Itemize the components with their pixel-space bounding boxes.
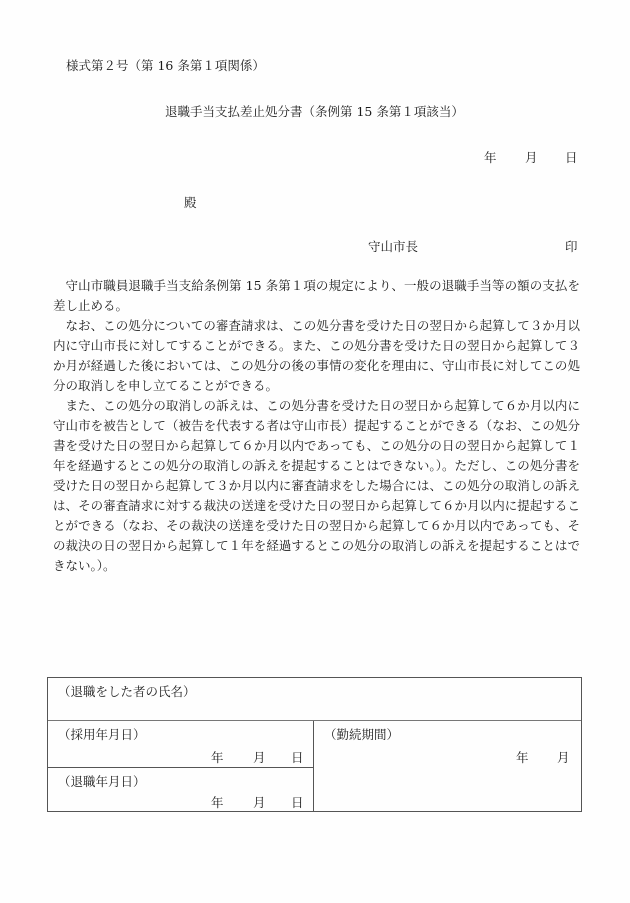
- service-period-cell[interactable]: [314, 721, 581, 811]
- retirement-month-label: 月: [253, 795, 266, 810]
- date-month-label: 月: [525, 150, 538, 165]
- service-period-label: （勤続期間）: [324, 727, 400, 742]
- date-day-label: 日: [565, 150, 578, 165]
- retiree-name-cell[interactable]: [48, 678, 581, 721]
- retiree-name-label: （退職をした者の氏名）: [58, 684, 196, 699]
- retirement-year-label: 年: [211, 795, 224, 810]
- body-text: [53, 276, 580, 576]
- body-paragraph: なお、この処分についての審査請求は、この処分書を受けた日の翌日から起算して３か月以内に守山市長に対してすることができる。また、この処分書を受けた日の翌日から起算して３か月が経過した後においては、この処分の後の事情の変化を理由に、守山市長に対してこの処分の取消しを申し立てることができる。: [53, 318, 580, 393]
- service-year-label: 年: [516, 750, 529, 765]
- document-title: 退職手当支払差止処分書（条例第 15 条第１項該当）: [165, 104, 464, 119]
- body-paragraph: また、この処分の取消しの訴えは、この処分書を受けた日の翌日から起算して６か月以内に守山市を被告として（被告を代表する者は守山市長）提起することができる（なお、この処分書を受けた日の翌日から起算して６か月以内であっても、この処分の日の翌日から起算して１年を経過するとこの処分の取消しの訴えを提起することはできない。）。ただし、この処分書を受けた日の翌日から起算して３か月以内に審査請求をした場合には、この処分の取消しの訴えは、その審査請求に対する裁決の送達を受けた日の翌日から起算して６か月以内に提起することができる（なお、その裁決の送達を受けた日の翌日から起算して６か月以内であっても、その裁決の日の翌日から起算して１年を経過するとこの処分の取消しの訴えを提起することはできない。）。: [53, 398, 580, 573]
- retirement-date-cell[interactable]: [48, 768, 314, 811]
- hire-month-label: 月: [253, 750, 266, 765]
- date-year-label: 年: [484, 150, 497, 165]
- hire-date-label: （採用年月日）: [58, 727, 146, 742]
- retiree-info-table: [47, 677, 582, 812]
- retirement-date-label: （退職年月日）: [58, 774, 146, 789]
- addressee-honorific: 殿: [184, 195, 197, 210]
- body-paragraph: 守山市職員退職手当支給条例第 15 条第１項の規定により、一般の退職手当等の額の支払を差し止める。: [53, 278, 580, 313]
- service-month-label: 月: [557, 750, 570, 765]
- issuer-name: 守山市長: [368, 239, 419, 254]
- hire-day-label: 日: [291, 750, 304, 765]
- hire-date-cell[interactable]: [48, 721, 314, 768]
- seal-label: 印: [565, 239, 578, 254]
- retirement-day-label: 日: [291, 795, 304, 810]
- form-number: 様式第２号（第 16 条第１項関係）: [66, 58, 265, 73]
- hire-year-label: 年: [211, 750, 224, 765]
